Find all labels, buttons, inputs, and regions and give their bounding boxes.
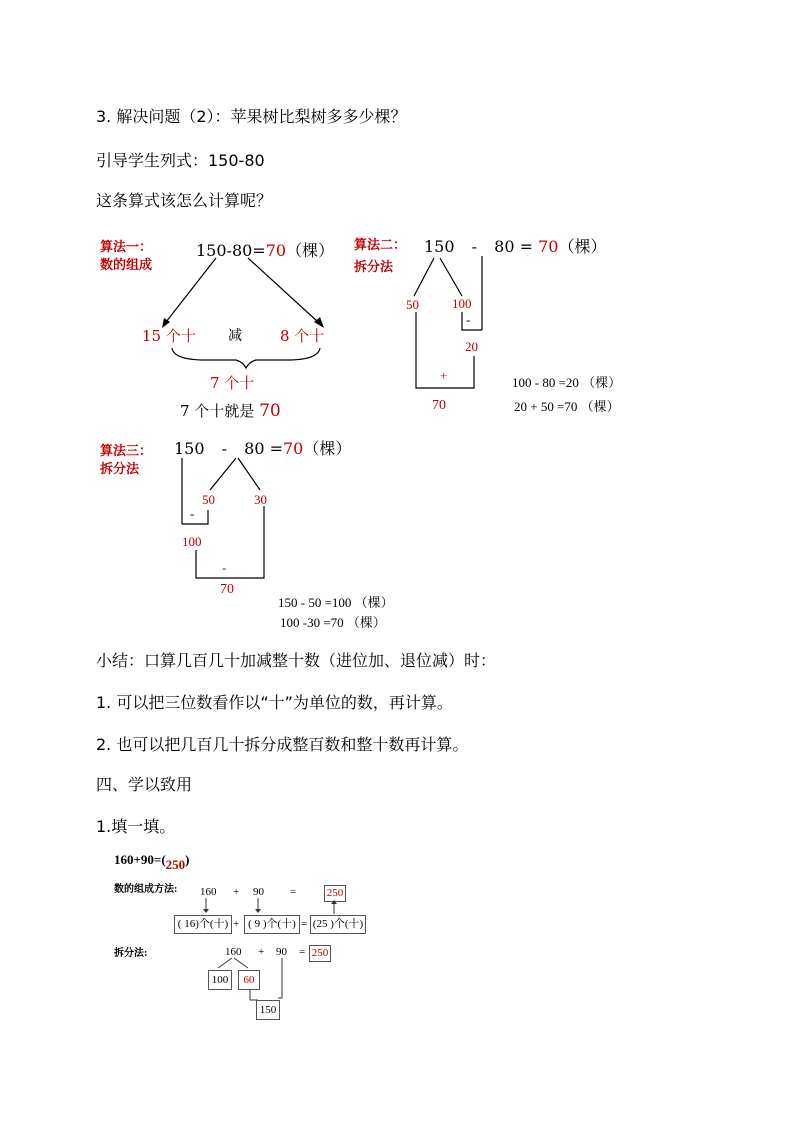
equation-answer: 250 bbox=[165, 857, 186, 872]
guide-line: 引导学生列式：150-80 bbox=[96, 151, 265, 170]
composition-label: 数的组成方法: bbox=[114, 884, 178, 895]
composition-box-2 bbox=[244, 915, 300, 934]
equation-close: ) bbox=[185, 852, 190, 867]
method-3-minus: - bbox=[190, 506, 195, 521]
box-equals: = bbox=[301, 918, 308, 930]
method-3-eq2: 100 -30 =70 （棵） bbox=[280, 615, 386, 630]
box-2-text: ( 9 )个(十) bbox=[248, 918, 296, 930]
expression-unit: （棵） bbox=[303, 439, 352, 458]
method-3-n100: 100 bbox=[182, 534, 202, 549]
method-2-eq1: 100 - 80 =20 （棵） bbox=[512, 375, 622, 390]
expression-answer: 70 bbox=[283, 439, 304, 458]
method-2-eq2: 20 + 50 =70 （棵） bbox=[514, 399, 620, 414]
section-heading: 四、学以致用 bbox=[96, 775, 193, 794]
conclusion-number: 70 bbox=[259, 401, 281, 421]
expression-text: 150-80= bbox=[196, 241, 266, 260]
exercise-heading: 1.填一填。 bbox=[96, 817, 176, 836]
summary-point-2: 2. 也可以把几百几十拆分成整百数和整十数再计算。 bbox=[96, 735, 469, 754]
split-90: 90 bbox=[276, 946, 287, 958]
problem-heading: 3. 解决问题（2）：苹果树比梨树多多少棵？ bbox=[96, 107, 407, 126]
equation-text: 160+90=( bbox=[114, 852, 166, 867]
split-250-box: 250 bbox=[309, 945, 331, 962]
method-2-n100: 100 bbox=[452, 296, 472, 311]
conclusion-text: 7 个十就是 bbox=[180, 402, 255, 420]
method-2-n20: 20 bbox=[465, 339, 478, 354]
method-1-left: 15 个十 bbox=[142, 327, 196, 345]
box-plus: + bbox=[233, 918, 240, 930]
method-3-label: 算法三： bbox=[100, 444, 153, 459]
operand-a: 150 bbox=[174, 439, 205, 458]
expression-unit: （棵） bbox=[286, 241, 335, 260]
split-160: 160 bbox=[225, 946, 242, 958]
split-150-box: 150 bbox=[256, 1000, 280, 1020]
split-100-box: 100 bbox=[208, 970, 232, 990]
operator-minus: - bbox=[471, 237, 478, 256]
method-3-minus-2: - bbox=[222, 560, 227, 575]
operand-a: 150 bbox=[424, 237, 455, 256]
box-1-text: ( 16)个(十) bbox=[177, 918, 229, 930]
top-160: 160 bbox=[200, 886, 217, 898]
split-equals: = bbox=[299, 946, 306, 958]
method-2-label: 算法二： bbox=[354, 238, 407, 253]
method-3-n50: 50 bbox=[202, 492, 215, 507]
method-1-sublabel: 数的组成 bbox=[100, 258, 153, 273]
method-2-minus: - bbox=[466, 312, 471, 327]
summary-point-1: 1. 可以把三位数看作以“十”为单位的数，再计算。 bbox=[96, 693, 453, 712]
split-plus: + bbox=[258, 946, 265, 958]
method-2-sublabel: 拆分法 bbox=[354, 260, 394, 275]
composition-box-1 bbox=[174, 915, 232, 934]
method-3-eq1: 150 - 50 =100 （棵） bbox=[278, 595, 394, 610]
expression-answer: 70 bbox=[265, 241, 287, 260]
method-1-right: 8 个十 bbox=[280, 327, 325, 345]
method-3-n30: 30 bbox=[254, 492, 267, 507]
method-3-n70: 70 bbox=[220, 582, 234, 597]
top-equals: = bbox=[290, 886, 297, 898]
operand-b: 80 = bbox=[494, 237, 533, 256]
method-3-sublabel: 拆分法 bbox=[100, 462, 140, 477]
method-2-n50: 50 bbox=[406, 297, 419, 312]
method-1-result: 7 个十 bbox=[210, 374, 255, 392]
method-1-label: 算法一： bbox=[100, 240, 153, 255]
top-plus: + bbox=[233, 886, 240, 898]
top-90: 90 bbox=[253, 886, 264, 898]
method-1-op: 减 bbox=[228, 328, 242, 344]
operator-minus: - bbox=[221, 439, 228, 458]
split-label: 拆分法: bbox=[114, 948, 148, 959]
composition-box-3 bbox=[310, 915, 366, 934]
method-2-n70: 70 bbox=[432, 398, 446, 413]
expression-answer: 70 bbox=[538, 237, 559, 256]
expression-unit: （棵） bbox=[558, 237, 607, 256]
question-line: 这条算式该怎么计算呢？ bbox=[96, 191, 273, 210]
box-3-text: (25 )个(十) bbox=[312, 918, 364, 930]
top-250-box: 250 bbox=[324, 885, 346, 902]
operand-b: 80 = bbox=[244, 439, 283, 458]
split-60-box: 60 bbox=[238, 970, 260, 990]
summary-heading: 小结：口算几百几十加减整十数（进位加、退位减）时： bbox=[96, 651, 497, 670]
method-2-plus: + bbox=[440, 368, 448, 383]
